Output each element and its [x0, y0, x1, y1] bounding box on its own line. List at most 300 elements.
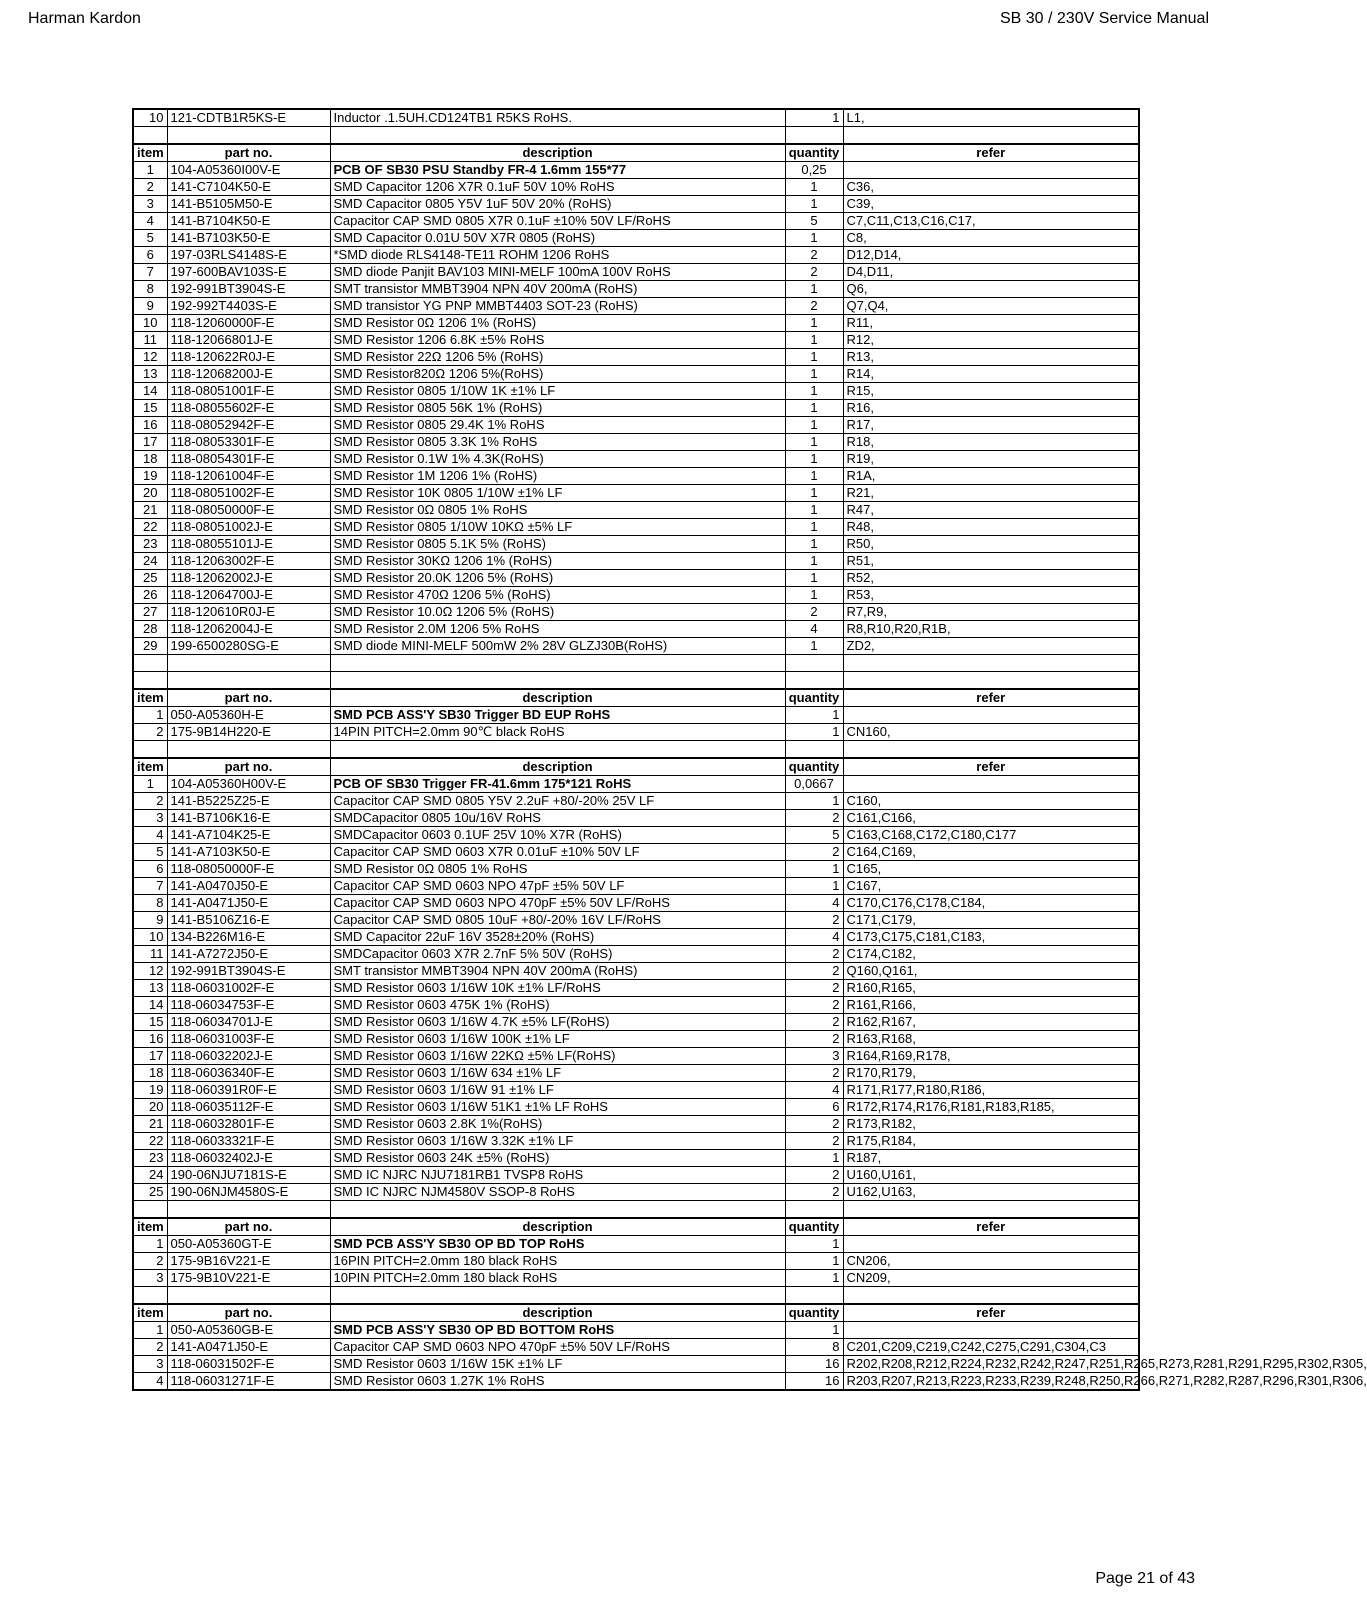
part-no-cell: 141-B7103K50-E	[167, 230, 330, 247]
item-cell: 25	[133, 570, 167, 587]
description-cell: PCB OF SB30 PSU Standby FR-4 1.6mm 155*77	[330, 162, 785, 179]
part-no-cell: 141-A7103K50-E	[167, 844, 330, 861]
part-no-cell: 118-12061004F-E	[167, 468, 330, 485]
table-row	[133, 1099, 1139, 1116]
item-cell: 16	[133, 1031, 167, 1048]
quantity-cell: 2	[785, 298, 843, 315]
table-row	[133, 810, 1139, 827]
quantity-cell: 2	[785, 1167, 843, 1184]
description-cell: SMDCapacitor 0805 10u/16V RoHS	[330, 810, 785, 827]
quantity-cell: 1	[785, 230, 843, 247]
quantity-cell: 1	[785, 383, 843, 400]
table-row	[133, 366, 1139, 383]
quantity-cell: 5	[785, 827, 843, 844]
part-no-cell: 118-08050000F-E	[167, 502, 330, 519]
part-no-cell: 118-08050000F-E	[167, 861, 330, 878]
quantity-cell: 0,0667	[785, 776, 843, 793]
part-no-cell: 192-991BT3904S-E	[167, 963, 330, 980]
refer-cell	[843, 1322, 1139, 1339]
item-cell: 16	[133, 417, 167, 434]
refer-cell: R48,	[843, 519, 1139, 536]
quantity-cell: 4	[785, 621, 843, 638]
column-header-refer: refer	[843, 1304, 1139, 1322]
part-no-cell: 141-A0471J50-E	[167, 1339, 330, 1356]
quantity-cell: 1	[785, 502, 843, 519]
description-cell: Capacitor CAP SMD 0603 NPO 47pF ±5% 50V LF	[330, 878, 785, 895]
column-header-quantity: quantity	[785, 1304, 843, 1322]
quantity-cell: 1	[785, 707, 843, 724]
table-row	[133, 1133, 1139, 1150]
quantity-cell: 1	[785, 315, 843, 332]
refer-cell: ZD2,	[843, 638, 1139, 655]
quantity-cell: 1	[785, 281, 843, 298]
quantity-cell: 3	[785, 1048, 843, 1065]
part-no-cell: 118-12060000F-E	[167, 315, 330, 332]
refer-cell: CN160,	[843, 724, 1139, 741]
quantity-cell: 16	[785, 1356, 843, 1373]
part-no-cell: 118-12066801J-E	[167, 332, 330, 349]
table-header-row	[133, 1304, 1139, 1322]
column-header-item: item	[133, 758, 167, 776]
table-row	[133, 383, 1139, 400]
part-no-cell: 190-06NJM4580S-E	[167, 1184, 330, 1201]
item-cell: 8	[133, 895, 167, 912]
refer-cell: Q6,	[843, 281, 1139, 298]
quantity-cell: 8	[785, 1339, 843, 1356]
refer-cell: R8,R10,R20,R1B,	[843, 621, 1139, 638]
table-row	[133, 417, 1139, 434]
refer-cell: D4,D11,	[843, 264, 1139, 281]
table-row	[133, 247, 1139, 264]
item-cell: 6	[133, 247, 167, 264]
part-no-cell: 050-A05360GT-E	[167, 1236, 330, 1253]
part-no-cell: 118-08055602F-E	[167, 400, 330, 417]
column-header-part-no: part no.	[167, 758, 330, 776]
part-no-cell: 199-6500280SG-E	[167, 638, 330, 655]
refer-cell: R164,R169,R178,	[843, 1048, 1139, 1065]
item-cell: 4	[133, 827, 167, 844]
quantity-cell: 2	[785, 810, 843, 827]
table-row	[133, 621, 1139, 638]
item-cell: 29	[133, 638, 167, 655]
part-no-cell: 118-06032402J-E	[167, 1150, 330, 1167]
refer-cell	[843, 776, 1139, 793]
column-header-part-no: part no.	[167, 144, 330, 162]
table-row	[133, 451, 1139, 468]
item-cell: 11	[133, 946, 167, 963]
description-cell: SMD Resistor 0603 1/16W 634 ±1% LF	[330, 1065, 785, 1082]
description-cell: SMD Resistor 30KΩ 1206 1% (RoHS)	[330, 553, 785, 570]
item-cell: 24	[133, 1167, 167, 1184]
refer-cell: R172,R174,R176,R181,R183,R185,	[843, 1099, 1139, 1116]
table-row	[133, 1270, 1139, 1287]
table-row	[133, 1167, 1139, 1184]
table-row	[133, 315, 1139, 332]
refer-cell: R203,R207,R213,R223,R233,R239,R248,R250,R266,R271,R282,R287,R296,R301,R306,	[843, 1373, 1139, 1391]
item-cell: 13	[133, 366, 167, 383]
blank-row	[133, 1201, 1139, 1219]
table-row	[133, 963, 1139, 980]
quantity-cell: 1	[785, 536, 843, 553]
description-cell: Capacitor CAP SMD 0805 10uF +80/-20% 16V LF/RoHS	[330, 912, 785, 929]
quantity-cell: 1	[785, 485, 843, 502]
part-no-cell: 141-B5105M50-E	[167, 196, 330, 213]
item-cell: 25	[133, 1184, 167, 1201]
refer-cell: CN209,	[843, 1270, 1139, 1287]
table-row	[133, 536, 1139, 553]
description-cell: SMD Resistor 0603 1/16W 51K1 ±1% LF RoHS	[330, 1099, 785, 1116]
item-cell: 7	[133, 878, 167, 895]
description-cell: SMD Resistor 0603 1/16W 91 ±1% LF	[330, 1082, 785, 1099]
column-header-description: description	[330, 1304, 785, 1322]
refer-cell: R16,	[843, 400, 1139, 417]
part-no-cell: 121-CDTB1R5KS-E	[167, 109, 330, 127]
refer-cell: R47,	[843, 502, 1139, 519]
description-cell: SMD Resistor 0603 1.27K 1% RoHS	[330, 1373, 785, 1391]
refer-cell: Q7,Q4,	[843, 298, 1139, 315]
refer-cell: C8,	[843, 230, 1139, 247]
table-row	[133, 400, 1139, 417]
quantity-cell: 2	[785, 264, 843, 281]
item-cell: 22	[133, 1133, 167, 1150]
table-row	[133, 468, 1139, 485]
description-cell: Inductor .1.5UH.CD124TB1 R5KS RoHS.	[330, 109, 785, 127]
refer-cell: R163,R168,	[843, 1031, 1139, 1048]
quantity-cell: 0,25	[785, 162, 843, 179]
quantity-cell: 2	[785, 1184, 843, 1201]
column-header-part-no: part no.	[167, 1304, 330, 1322]
item-cell: 2	[133, 724, 167, 741]
item-cell: 19	[133, 1082, 167, 1099]
refer-cell	[843, 707, 1139, 724]
column-header-part-no: part no.	[167, 689, 330, 707]
part-no-cell: 118-06031271F-E	[167, 1373, 330, 1391]
item-cell: 2	[133, 1253, 167, 1270]
blank-row	[133, 672, 1139, 690]
table-row	[133, 1031, 1139, 1048]
item-cell: 27	[133, 604, 167, 621]
quantity-cell: 16	[785, 1373, 843, 1391]
table-row	[133, 553, 1139, 570]
quantity-cell: 1	[785, 1150, 843, 1167]
table-row	[133, 230, 1139, 247]
table-row	[133, 1339, 1139, 1356]
refer-cell: C171,C179,	[843, 912, 1139, 929]
table-row	[133, 196, 1139, 213]
table-row	[133, 1048, 1139, 1065]
table-row	[133, 109, 1139, 127]
refer-cell: R202,R208,R212,R224,R232,R242,R247,R251,R265,R273,R281,R291,R295,R302,R305,	[843, 1356, 1139, 1373]
refer-cell: R53,	[843, 587, 1139, 604]
description-cell: SMD Resistor 0805 3.3K 1% RoHS	[330, 434, 785, 451]
item-cell: 8	[133, 281, 167, 298]
blank-row	[133, 127, 1139, 145]
part-no-cell: 118-08051002F-E	[167, 485, 330, 502]
table-row	[133, 587, 1139, 604]
item-cell: 19	[133, 468, 167, 485]
description-cell: SMD Resistor 0603 24K ±5% (RoHS)	[330, 1150, 785, 1167]
refer-cell: L1,	[843, 109, 1139, 127]
column-header-quantity: quantity	[785, 1218, 843, 1236]
column-header-refer: refer	[843, 1218, 1139, 1236]
description-cell: SMD PCB ASS'Y SB30 OP BD TOP RoHS	[330, 1236, 785, 1253]
description-cell: Capacitor CAP SMD 0603 X7R 0.01uF ±10% 50V LF	[330, 844, 785, 861]
refer-cell: R52,	[843, 570, 1139, 587]
description-cell: SMD Resistor 2.0M 1206 5% RoHS	[330, 621, 785, 638]
table-row	[133, 1116, 1139, 1133]
table-row	[133, 997, 1139, 1014]
part-no-cell: 197-600BAV103S-E	[167, 264, 330, 281]
table-row	[133, 878, 1139, 895]
refer-cell: D12,D14,	[843, 247, 1139, 264]
refer-cell: R7,R9,	[843, 604, 1139, 621]
table-header-row	[133, 144, 1139, 162]
table-row	[133, 298, 1139, 315]
item-cell: 15	[133, 400, 167, 417]
item-cell: 28	[133, 621, 167, 638]
refer-cell: R175,R184,	[843, 1133, 1139, 1150]
part-no-cell: 141-A0470J50-E	[167, 878, 330, 895]
table-row	[133, 638, 1139, 655]
part-no-cell: 118-08053301F-E	[167, 434, 330, 451]
part-no-cell: 050-A05360H-E	[167, 707, 330, 724]
quantity-cell: 2	[785, 1065, 843, 1082]
quantity-cell: 2	[785, 980, 843, 997]
table-row	[133, 604, 1139, 621]
table-row	[133, 434, 1139, 451]
part-no-cell: 118-06031003F-E	[167, 1031, 330, 1048]
table-row	[133, 1356, 1139, 1373]
item-cell: 7	[133, 264, 167, 281]
refer-cell: R14,	[843, 366, 1139, 383]
column-header-description: description	[330, 689, 785, 707]
description-cell: SMD Resistor 0Ω 1206 1% (RoHS)	[330, 315, 785, 332]
description-cell: SMD Resistor 0603 2.8K 1%(RoHS)	[330, 1116, 785, 1133]
table-row	[133, 179, 1139, 196]
refer-cell: C161,C166,	[843, 810, 1139, 827]
quantity-cell: 2	[785, 1031, 843, 1048]
quantity-cell: 1	[785, 400, 843, 417]
quantity-cell: 1	[785, 349, 843, 366]
column-header-refer: refer	[843, 758, 1139, 776]
item-cell: 26	[133, 587, 167, 604]
part-no-cell: 104-A05360H00V-E	[167, 776, 330, 793]
description-cell: SMD Resistor 0805 56K 1% (RoHS)	[330, 400, 785, 417]
item-cell: 18	[133, 451, 167, 468]
table-row	[133, 827, 1139, 844]
quantity-cell: 2	[785, 912, 843, 929]
description-cell: SMD transistor YG PNP MMBT4403 SOT-23 (RoHS)	[330, 298, 785, 315]
description-cell: SMD Resistor 0603 1/16W 100K ±1% LF	[330, 1031, 785, 1048]
item-cell: 21	[133, 1116, 167, 1133]
description-cell: 16PIN PITCH=2.0mm 180 black RoHS	[330, 1253, 785, 1270]
quantity-cell: 2	[785, 604, 843, 621]
description-cell: SMT transistor MMBT3904 NPN 40V 200mA (RoHS)	[330, 963, 785, 980]
table-row	[133, 707, 1139, 724]
part-no-cell: 118-06033321F-E	[167, 1133, 330, 1150]
refer-cell: U160,U161,	[843, 1167, 1139, 1184]
table-row	[133, 570, 1139, 587]
quantity-cell: 1	[785, 1236, 843, 1253]
item-cell: 23	[133, 1150, 167, 1167]
quantity-cell: 1	[785, 793, 843, 810]
quantity-cell: 1	[785, 1270, 843, 1287]
refer-cell: R173,R182,	[843, 1116, 1139, 1133]
description-cell: SMDCapacitor 0603 0.1UF 25V 10% X7R (RoHS)	[330, 827, 785, 844]
item-cell: 3	[133, 196, 167, 213]
part-no-cell: 141-A7272J50-E	[167, 946, 330, 963]
item-cell: 20	[133, 485, 167, 502]
part-no-cell: 118-08051002J-E	[167, 519, 330, 536]
description-cell: SMD Resistor 20.0K 1206 5% (RoHS)	[330, 570, 785, 587]
description-cell: SMD Resistor 0603 1/16W 22KΩ ±5% LF(RoHS)	[330, 1048, 785, 1065]
part-no-cell: 118-12068200J-E	[167, 366, 330, 383]
table-header-row	[133, 758, 1139, 776]
item-cell: 4	[133, 213, 167, 230]
description-cell: SMD Resistor 0Ω 0805 1% RoHS	[330, 861, 785, 878]
item-cell: 2	[133, 1339, 167, 1356]
table-row	[133, 264, 1139, 281]
description-cell: SMD Resistor820Ω 1206 5%(RoHS)	[330, 366, 785, 383]
item-cell: 21	[133, 502, 167, 519]
table-header-row	[133, 1218, 1139, 1236]
table-row	[133, 1150, 1139, 1167]
item-cell: 1	[133, 162, 167, 179]
part-no-cell: 192-992T4403S-E	[167, 298, 330, 315]
table-row	[133, 1014, 1139, 1031]
refer-cell: R160,R165,	[843, 980, 1139, 997]
quantity-cell: 1	[785, 519, 843, 536]
table-row	[133, 895, 1139, 912]
description-cell: SMD IC NJRC NJM4580V SSOP-8 RoHS	[330, 1184, 785, 1201]
part-no-cell: 118-08055101J-E	[167, 536, 330, 553]
quantity-cell: 1	[785, 570, 843, 587]
refer-cell: R1A,	[843, 468, 1139, 485]
description-cell: Capacitor CAP SMD 0805 X7R 0.1uF ±10% 50V LF/RoHS	[330, 213, 785, 230]
table-row	[133, 349, 1139, 366]
refer-cell: C170,C176,C178,C184,	[843, 895, 1139, 912]
table-row	[133, 844, 1139, 861]
table-row	[133, 912, 1139, 929]
refer-cell: C163,C168,C172,C180,C177	[843, 827, 1139, 844]
quantity-cell: 1	[785, 878, 843, 895]
description-cell: SMD Resistor 0805 29.4K 1% RoHS	[330, 417, 785, 434]
item-cell: 1	[133, 776, 167, 793]
table-row	[133, 1184, 1139, 1201]
item-cell: 18	[133, 1065, 167, 1082]
item-cell: 4	[133, 1373, 167, 1391]
quantity-cell: 2	[785, 997, 843, 1014]
part-no-cell: 118-06036340F-E	[167, 1065, 330, 1082]
item-cell: 2	[133, 179, 167, 196]
quantity-cell: 1	[785, 1322, 843, 1339]
item-cell: 3	[133, 1270, 167, 1287]
description-cell: SMD Resistor 0805 5.1K 5% (RoHS)	[330, 536, 785, 553]
description-cell: SMD Resistor 10.0Ω 1206 5% (RoHS)	[330, 604, 785, 621]
table-row	[133, 776, 1139, 793]
quantity-cell: 4	[785, 1082, 843, 1099]
bill-of-materials-table	[132, 108, 1367, 1391]
part-no-cell: 197-03RLS4148S-E	[167, 247, 330, 264]
part-no-cell: 118-06031502F-E	[167, 1356, 330, 1373]
description-cell: PCB OF SB30 Trigger FR-41.6mm 175*121 RoHS	[330, 776, 785, 793]
description-cell: SMT transistor MMBT3904 NPN 40V 200mA (RoHS)	[330, 281, 785, 298]
table-row	[133, 281, 1139, 298]
blank-row	[133, 741, 1139, 759]
part-no-cell: 118-06035112F-E	[167, 1099, 330, 1116]
refer-cell: C164,C169,	[843, 844, 1139, 861]
description-cell: SMD PCB ASS'Y SB30 Trigger BD EUP RoHS	[330, 707, 785, 724]
item-cell: 2	[133, 793, 167, 810]
item-cell: 17	[133, 434, 167, 451]
quantity-cell: 2	[785, 1014, 843, 1031]
item-cell: 9	[133, 912, 167, 929]
item-cell: 5	[133, 844, 167, 861]
refer-cell: R161,R166,	[843, 997, 1139, 1014]
refer-cell: R170,R179,	[843, 1065, 1139, 1082]
part-no-cell: 118-060391R0F-E	[167, 1082, 330, 1099]
quantity-cell: 1	[785, 724, 843, 741]
quantity-cell: 1	[785, 332, 843, 349]
part-no-cell: 118-08054301F-E	[167, 451, 330, 468]
description-cell: SMD Resistor 0.1W 1% 4.3K(RoHS)	[330, 451, 785, 468]
item-cell: 14	[133, 997, 167, 1014]
refer-cell: C167,	[843, 878, 1139, 895]
refer-cell: R15,	[843, 383, 1139, 400]
quantity-cell: 1	[785, 434, 843, 451]
blank-row	[133, 1287, 1139, 1305]
description-cell: SMD Resistor 0805 1/10W 10KΩ ±5% LF	[330, 519, 785, 536]
description-cell: SMD Capacitor 22uF 16V 3528±20% (RoHS)	[330, 929, 785, 946]
quantity-cell: 4	[785, 929, 843, 946]
item-cell: 1	[133, 1236, 167, 1253]
item-cell: 10	[133, 315, 167, 332]
quantity-cell: 1	[785, 179, 843, 196]
column-header-refer: refer	[843, 689, 1139, 707]
column-header-part-no: part no.	[167, 1218, 330, 1236]
table-row	[133, 929, 1139, 946]
table-row	[133, 1065, 1139, 1082]
quantity-cell: 1	[785, 861, 843, 878]
part-no-cell: 190-06NJU7181S-E	[167, 1167, 330, 1184]
item-cell: 3	[133, 810, 167, 827]
item-cell: 9	[133, 298, 167, 315]
refer-cell: R11,	[843, 315, 1139, 332]
item-cell: 1	[133, 707, 167, 724]
quantity-cell: 2	[785, 844, 843, 861]
refer-cell: C7,C11,C13,C16,C17,	[843, 213, 1139, 230]
item-cell: 11	[133, 332, 167, 349]
item-cell: 10	[133, 109, 167, 127]
column-header-quantity: quantity	[785, 144, 843, 162]
part-no-cell: 141-B7106K16-E	[167, 810, 330, 827]
part-no-cell: 118-12062002J-E	[167, 570, 330, 587]
description-cell: SMDCapacitor 0603 X7R 2.7nF 5% 50V (RoHS)	[330, 946, 785, 963]
part-no-cell: 118-12064700J-E	[167, 587, 330, 604]
part-no-cell: 118-06032202J-E	[167, 1048, 330, 1065]
description-cell: SMD Resistor 470Ω 1206 5% (RoHS)	[330, 587, 785, 604]
quantity-cell: 1	[785, 553, 843, 570]
refer-cell	[843, 162, 1139, 179]
refer-cell: CN206,	[843, 1253, 1139, 1270]
quantity-cell: 5	[785, 213, 843, 230]
table-row	[133, 861, 1139, 878]
item-cell: 24	[133, 553, 167, 570]
refer-cell: C174,C182,	[843, 946, 1139, 963]
page-number: Page 21 of 43	[1095, 1570, 1195, 1587]
part-no-cell: 118-12062004J-E	[167, 621, 330, 638]
part-no-cell: 050-A05360GB-E	[167, 1322, 330, 1339]
